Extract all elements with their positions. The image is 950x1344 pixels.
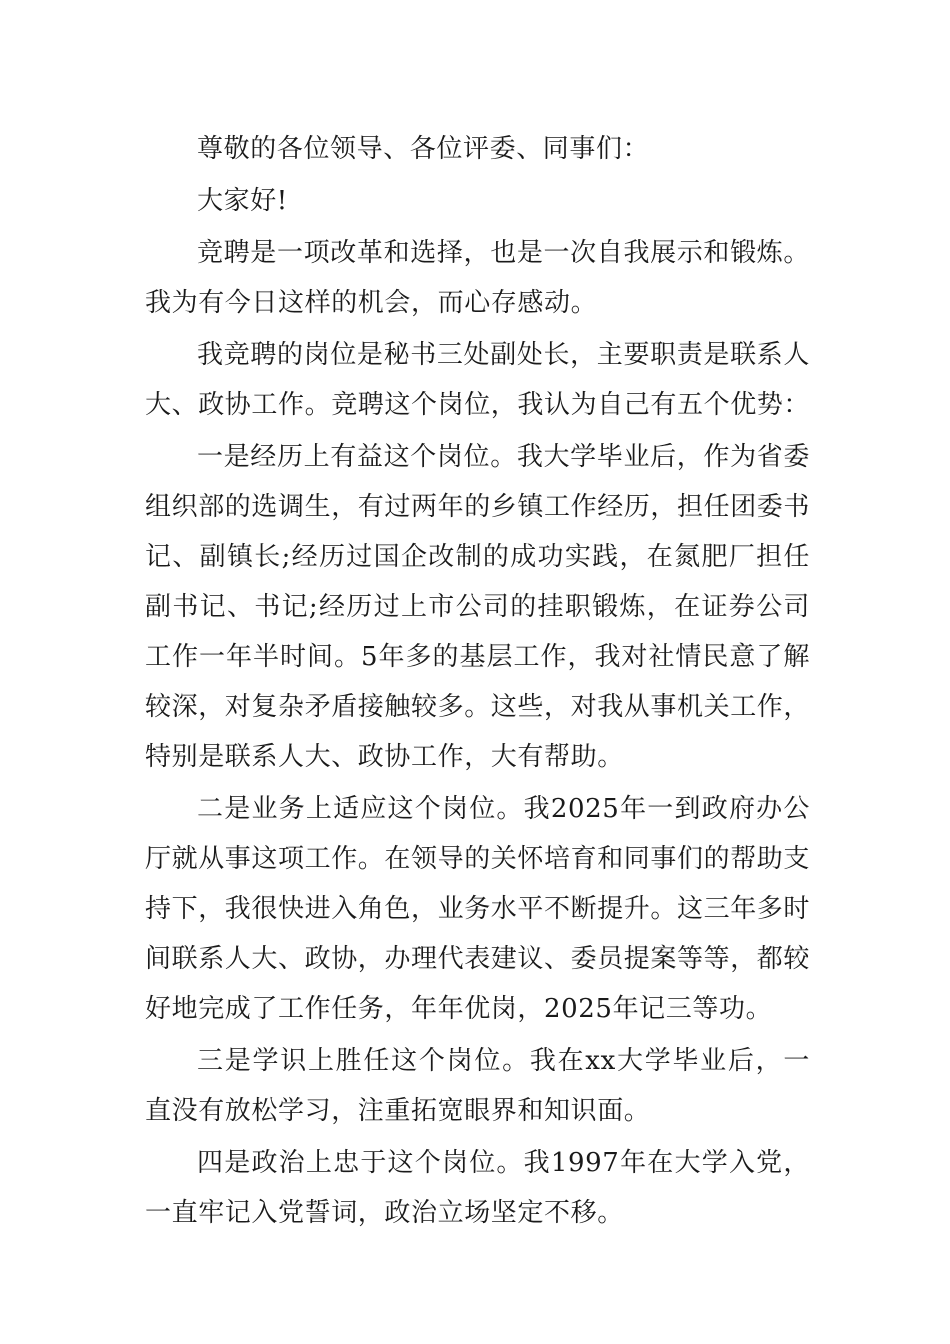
paragraph-intro: 竞聘是一项改革和选择，也是一次自我展示和锻炼。我为有今日这样的机会，而心存感动。 <box>145 238 810 318</box>
paragraph-advantage-2: 二是业务上适应这个岗位。我2025年一到政府办公厅就从事这项工作。在领导的关怀培育和同事们的帮助支持下，我很快进入角色，业务水平不断提升。这三年多时间联系人大、政协，办理代表建议、委员提案等等，都较好地完成了工作任务，年年优岗，2025年记三等功。 <box>145 794 811 1024</box>
greeting: 大家好! <box>197 186 288 216</box>
document-body <box>145 124 810 1240</box>
paragraph-position: 我竞聘的岗位是秘书三处副处长，主要职责是联系人大、政协工作。竞聘这个岗位，我认为自己有五个优势： <box>145 340 811 420</box>
paragraph-advantage-3: 三是学识上胜任这个岗位。我在xx大学毕业后，一直没有放松学习，注重拓宽眼界和知识面。 <box>145 1046 810 1126</box>
paragraph-advantage-1: 一是经历上有益这个岗位。我大学毕业后，作为省委组织部的选调生，有过两年的乡镇工作经历，担任团委书记、副镇长;经历过国企改制的成功实践，在氮肥厂担任副书记、书记;经历过上市公司的挂职锻炼，在证券公司工作一年半时间。5年多的基层工作，我对社情民意了解较深，对复杂矛盾接触较多。这些，对我从事机关工作，特别是联系人大、政协工作，大有帮助。 <box>145 442 811 772</box>
salutation: 尊敬的各位领导、各位评委、同事们： <box>197 134 650 164</box>
paragraph-advantage-4: 四是政治上忠于这个岗位。我1997年在大学入党，一直牢记入党誓词，政治立场坚定不移。 <box>145 1148 810 1228</box>
